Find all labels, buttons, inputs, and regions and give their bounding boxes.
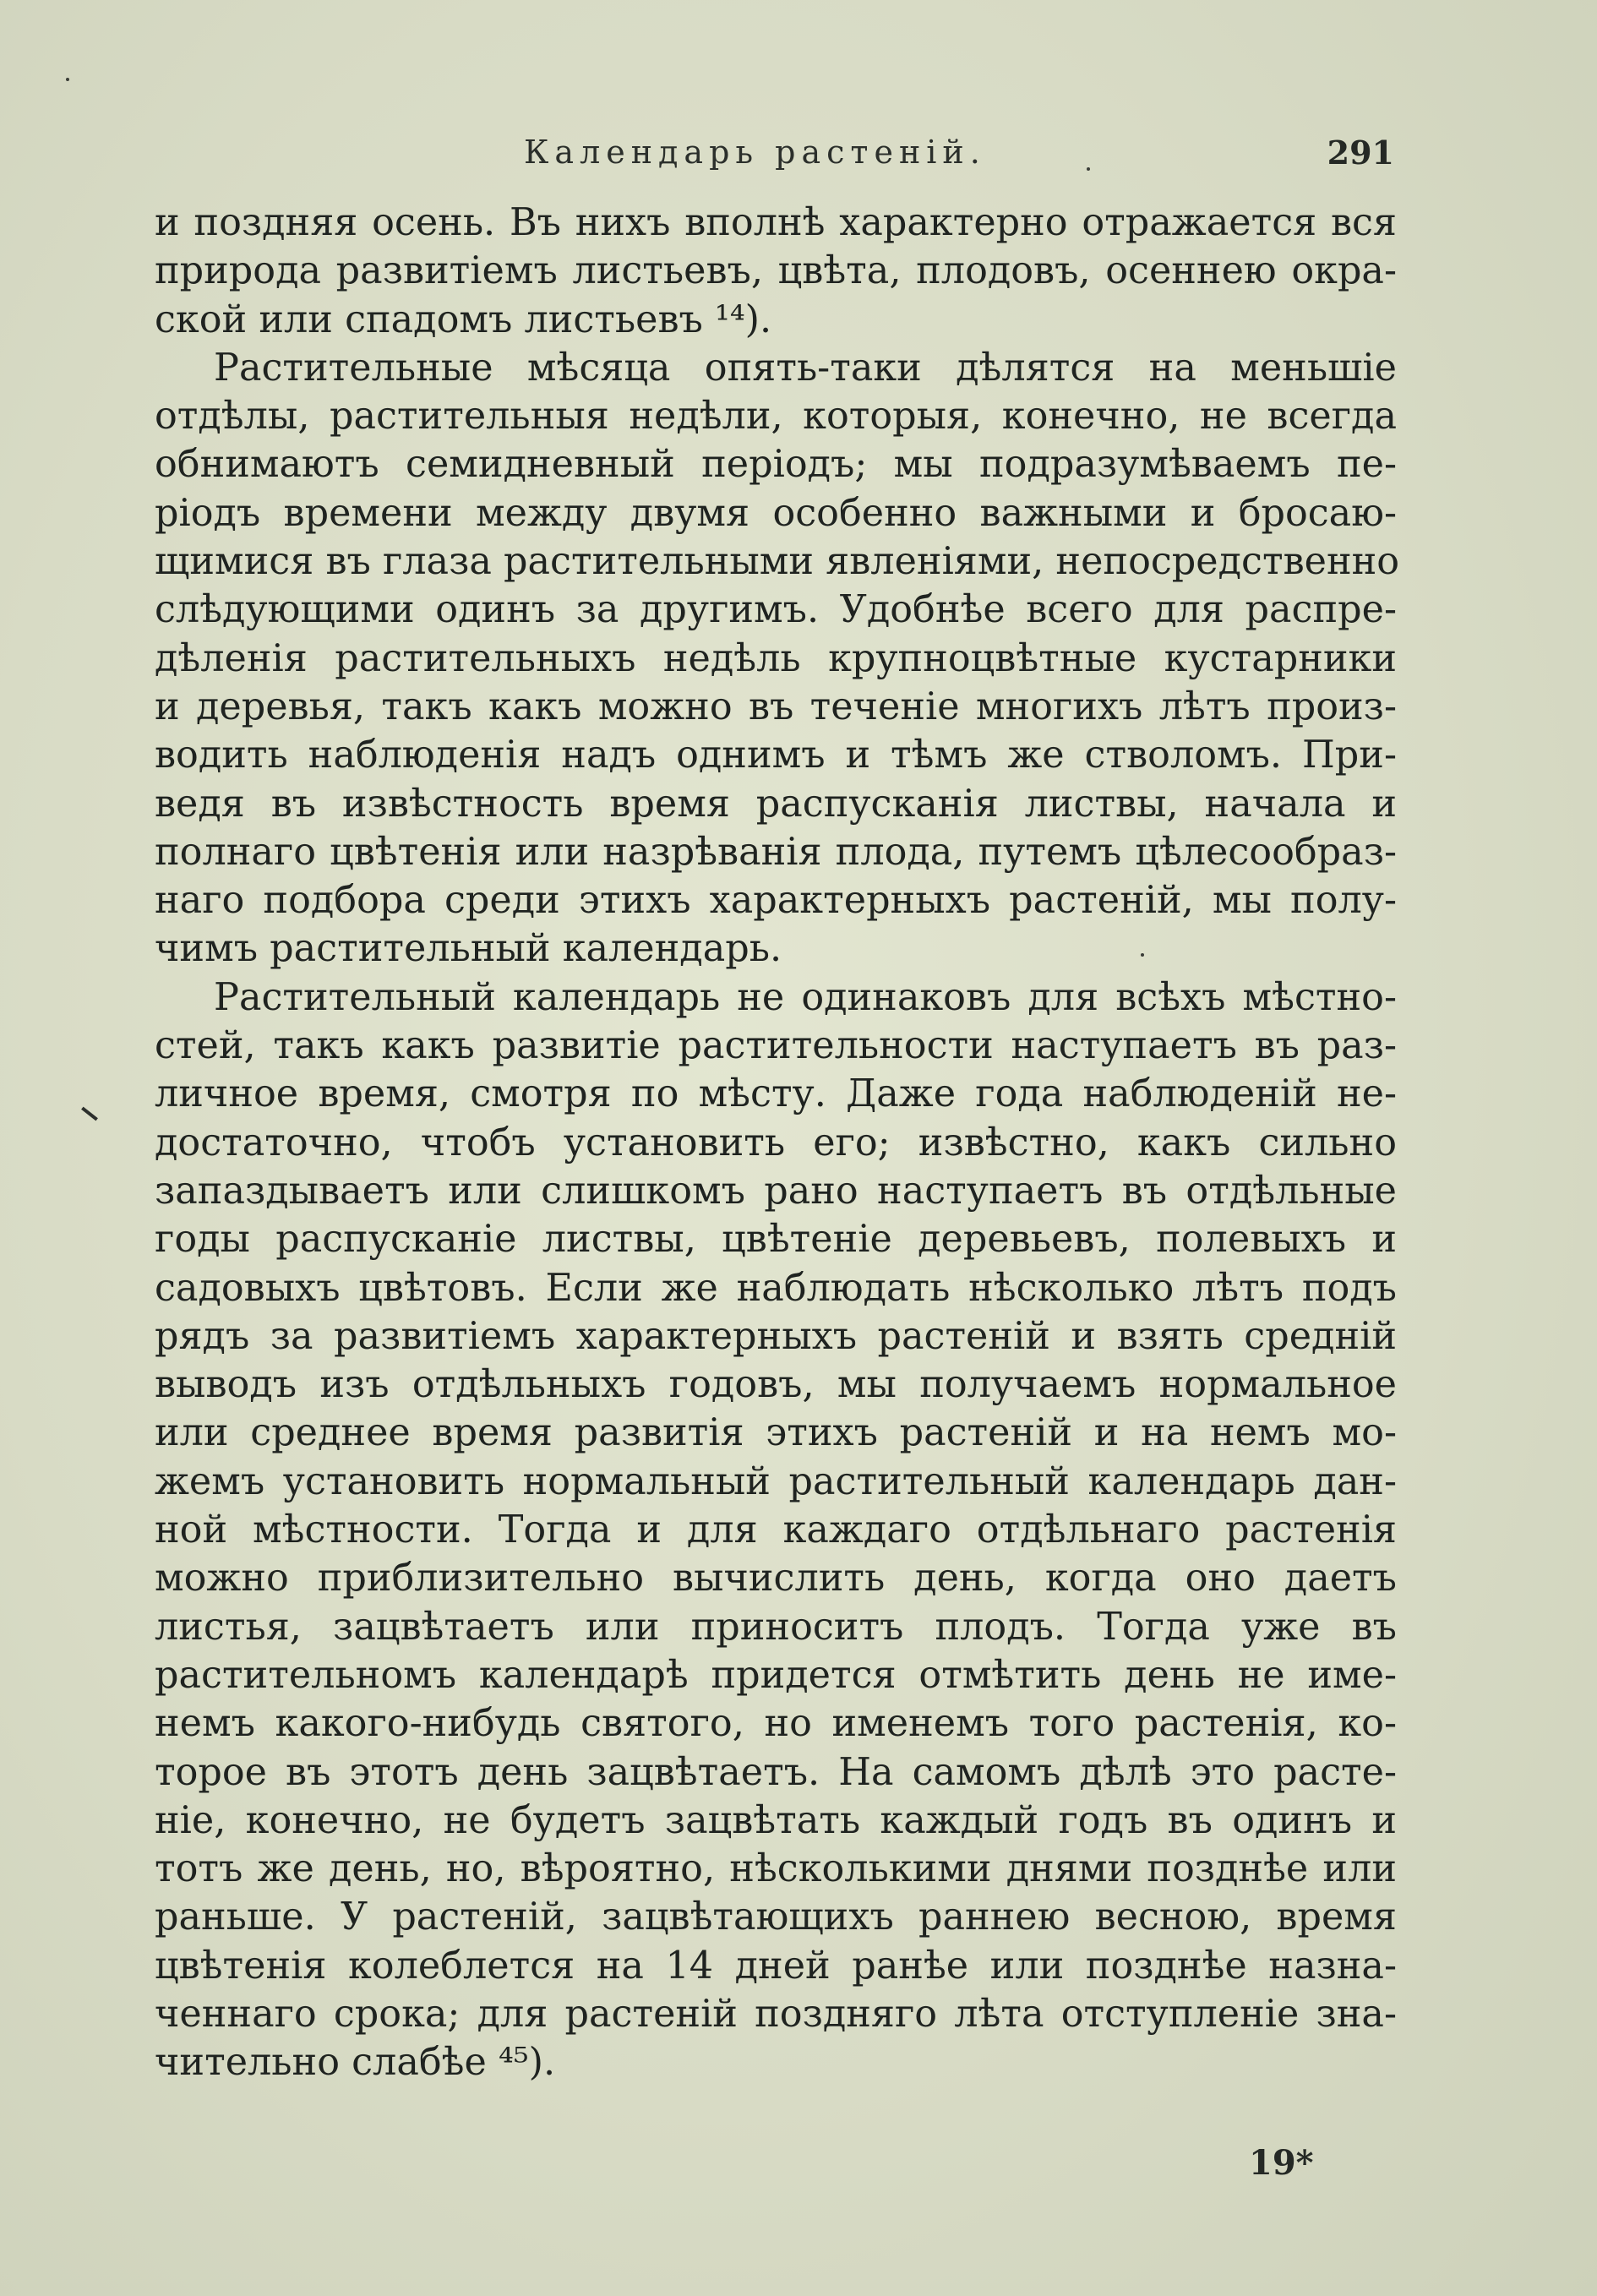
text-line: полнаго цвѣтенія или назрѣванія плода, путемъ цѣлесообраз- xyxy=(155,830,1397,874)
text-line: достаточно, чтобъ установить его; извѣстно, какъ сильно xyxy=(155,1121,1397,1164)
text-line: цвѣтенія колеблется на 14 дней ранѣе или позднѣе назна- xyxy=(155,1944,1397,1988)
page-number: 291 xyxy=(1327,134,1394,172)
text-line: выводъ изъ отдѣльныхъ годовъ, мы получаемъ нормальное xyxy=(155,1363,1397,1407)
text-line: чительно слабѣе ⁴⁵). xyxy=(155,2041,556,2085)
text-line: садовыхъ цвѣтовъ. Если же наблюдать нѣсколько лѣтъ подъ xyxy=(155,1266,1397,1310)
text-line: личное время, смотря по мѣсту. Даже года наблюденій не- xyxy=(155,1072,1397,1116)
text-line: запаздываетъ или слишкомъ рано наступаетъ въ отдѣльные xyxy=(155,1169,1397,1213)
text-line: немъ какого-нибудь святого, но именемъ того растенія, ко- xyxy=(155,1702,1397,1746)
text-line: водить наблюденія надъ однимъ и тѣмъ же стволомъ. При- xyxy=(155,734,1397,777)
text-line: ской или спадомъ листьевъ ¹⁴). xyxy=(155,297,772,341)
margin-pencil-mark xyxy=(81,1107,98,1121)
text-line: дѣленія растительныхъ недѣль крупноцвѣтные кустарники xyxy=(155,636,1397,680)
text-line: щимися въ глаза растительными явленіями, непосредственно xyxy=(155,540,1400,584)
text-line: обнимаютъ семидневный періодъ; мы подразумѣваемъ пе- xyxy=(155,443,1397,487)
text-line: листья, зацвѣтаетъ или приноситъ плодъ. Тогда уже въ xyxy=(155,1605,1397,1649)
text-line: рядъ за развитіемъ характерныхъ растеній и взять средній xyxy=(155,1314,1397,1358)
text-line: чимъ растительный календарь. xyxy=(155,927,782,971)
text-line: и деревья, такъ какъ можно въ теченіе многихъ лѣтъ произ- xyxy=(155,684,1397,728)
signature-mark: 19* xyxy=(1249,2143,1314,2183)
text-line: или среднее время развитія этихъ растеній и на немъ мо- xyxy=(155,1411,1397,1455)
text-line: торое въ этотъ день зацвѣтаетъ. На самомъ дѣлѣ это расте- xyxy=(155,1750,1397,1794)
text-line: наго подбора среди этихъ характерныхъ растеній, мы полу- xyxy=(155,879,1397,923)
text-line: годы распусканіе листвы, цвѣтеніе деревьевъ, полевыхъ и xyxy=(155,1218,1397,1262)
text-line: отдѣлы, растительныя недѣли, которыя, конечно, не всегда xyxy=(155,395,1397,439)
paper-speck xyxy=(66,78,69,81)
paper-speck xyxy=(1087,167,1090,171)
text-line: природа развитіемъ листьевъ, цвѣта, плодовъ, осеннею окра- xyxy=(155,249,1397,293)
text-line: растительномъ календарѣ придется отмѣтить день не име- xyxy=(155,1653,1397,1697)
running-title: Календарь растеній. xyxy=(524,134,986,171)
text-line: Растительный календарь не одинаковъ для всѣхъ мѣстно- xyxy=(214,975,1397,1019)
text-line: ченнаго срока; для растеній поздняго лѣта отступленіе зна- xyxy=(155,1992,1397,2036)
body-text xyxy=(155,199,1400,2087)
text-line: ніе, конечно, не будетъ зацвѣтать каждый годъ въ одинъ и xyxy=(155,1798,1397,1842)
text-line: ведя въ извѣстность время распусканія листвы, начала и xyxy=(155,782,1397,826)
text-line: раньше. У растеній, зацвѣтающихъ раннею весною, время xyxy=(155,1895,1397,1939)
running-head xyxy=(152,127,1394,177)
text-line: жемъ установить нормальный растительный календарь дан- xyxy=(155,1459,1397,1503)
text-line: можно приблизительно вычислить день, когда оно даетъ xyxy=(155,1557,1397,1601)
text-line: слѣдующими одинъ за другимъ. Удобнѣе всего для распре- xyxy=(155,588,1397,632)
text-line: ріодъ времени между двумя особенно важными и бросаю- xyxy=(155,491,1397,535)
text-line: тотъ же день, но, вѣроятно, нѣсколькими днями позднѣе или xyxy=(155,1847,1397,1891)
paper-speck xyxy=(1141,953,1144,957)
text-line: стей, такъ какъ развитіе растительности наступаетъ въ раз- xyxy=(155,1024,1397,1068)
text-line: и поздняя осень. Въ нихъ вполнѣ характерно отражается вся xyxy=(155,201,1397,244)
text-line: Растительные мѣсяца опять-таки дѣлятся на меньшіе xyxy=(214,346,1397,390)
text-line: ной мѣстности. Тогда и для каждаго отдѣльнаго растенія xyxy=(155,1508,1397,1552)
